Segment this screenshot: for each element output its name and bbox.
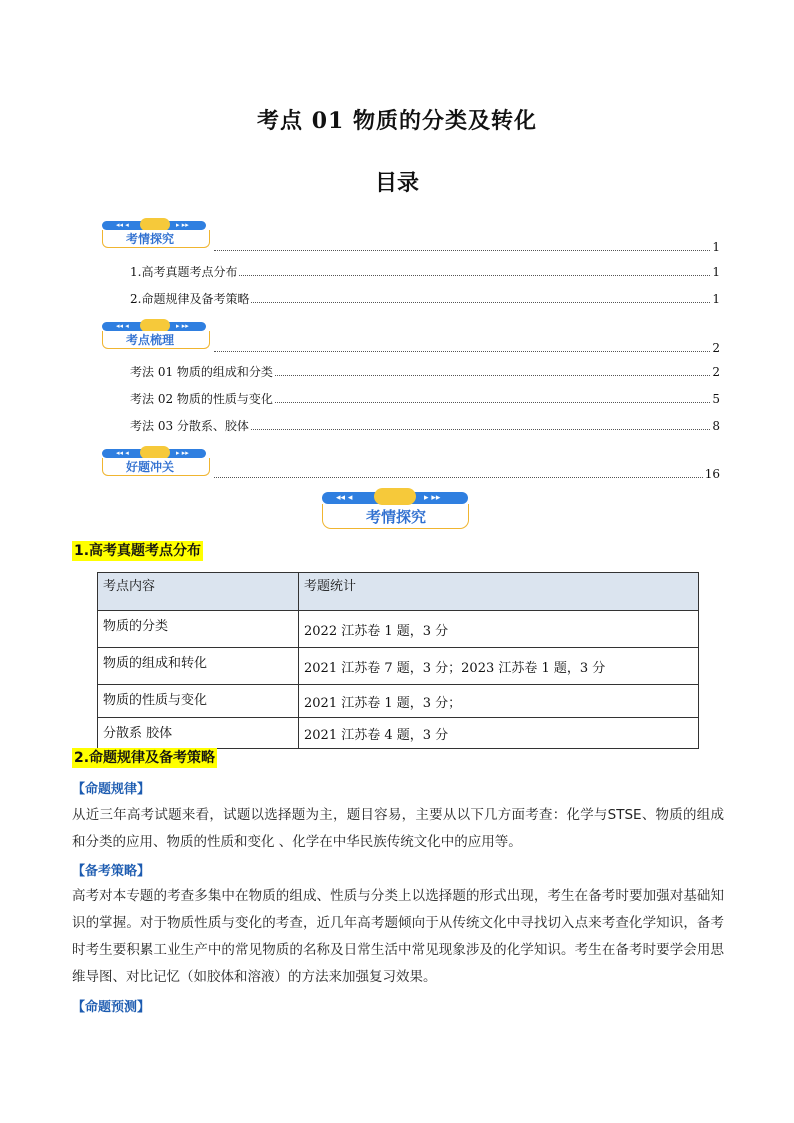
table-row — [98, 685, 699, 718]
double-arrow-icon: ▸ ▸▸ — [424, 493, 441, 503]
leader-dots — [251, 428, 710, 430]
leader-dots — [214, 350, 710, 352]
toc-badge-kaoqing[interactable] — [102, 221, 210, 249]
table-cell: 2021 江苏卷 4 题，3 分 — [299, 718, 699, 749]
toc-entry-label: 考法 02 物质的性质与变化 — [130, 392, 273, 406]
table-header-cell: 考点内容 — [98, 573, 299, 611]
toc-page-number: 1 — [712, 292, 720, 306]
predict-label: 【命题预测】 — [72, 1000, 151, 1015]
toc-entry[interactable] — [130, 365, 720, 379]
toc-page-number: 2 — [712, 365, 720, 379]
table-row — [98, 648, 699, 685]
toc-entry[interactable] — [130, 419, 720, 433]
table-cell: 2022 江苏卷 1 题，3 分 — [299, 611, 699, 648]
table-row — [98, 611, 699, 648]
table-cell: 2021 江苏卷 7 题，3 分；2023 江苏卷 1 题，3 分 — [299, 648, 699, 685]
toc-page-number: 1 — [712, 265, 720, 279]
strategy-paragraph: 高考对本专题的考查多集中在物质的组成、性质与分类上以选择题的形式出现，考生在备考时要加强对基础知识的掌握。对于物质性质与变化的考查，近几年高考题倾向于从传统文化中寻找切入点来考查化学知识，备考时考生要积累工业生产中的常见物质的名称及日常生活中常见现象涉及的化学知识。考生在备考时要学会用思维导图、对比记忆（如胶体和溶液）的方法来加强复习效果。 — [72, 888, 724, 985]
table-header-cell: 考题统计 — [299, 573, 699, 611]
toc-page-number: 1 — [712, 240, 720, 254]
section-badge — [322, 492, 470, 532]
page-title: 考点 01 物质的分类及转化 — [257, 108, 537, 134]
toc-entry-label: 1.高考真题考点分布 — [130, 265, 238, 279]
toc-badge-kaodian[interactable] — [102, 322, 210, 350]
toc-page-number: 8 — [712, 419, 720, 433]
toc-entry[interactable] — [130, 265, 720, 279]
toc-entry-label: 考法 03 分散系、胶体 — [130, 419, 249, 433]
leader-dots — [275, 401, 710, 403]
table-header-row — [98, 573, 699, 611]
exam-stats-table — [97, 572, 699, 749]
double-arrow-icon: ▸ ▸▸ — [176, 449, 189, 457]
rule-paragraph: 从近三年高考试题来看，试题以选择题为主，题目容易，主要从以下几方面考查：化学与STSE、物质的组成和分类的应用、物质的性质和变化 、化学在中华民族传统文化中的应用等。 — [72, 807, 724, 850]
double-arrow-icon: ▸ ▸▸ — [176, 322, 189, 330]
toc-badge-haoti[interactable] — [102, 449, 210, 477]
table-cell: 物质的组成和转化 — [98, 648, 299, 685]
toc-entry-label: 2.命题规律及备考策略 — [130, 292, 250, 306]
leader-dots — [214, 249, 710, 251]
strategy-label: 【备考策略】 — [72, 864, 151, 879]
toc-entry[interactable] — [130, 292, 720, 306]
badge-label: 好题冲关 — [126, 460, 175, 474]
table-row — [98, 718, 699, 749]
section-heading-strategy: 2.命题规律及备考策略 — [74, 750, 216, 766]
double-arrow-icon: ▸ ▸▸ — [176, 221, 189, 229]
table-cell: 物质的性质与变化 — [98, 685, 299, 718]
toc-page-number: 2 — [712, 341, 720, 355]
badge-label: 考情探究 — [365, 508, 426, 526]
badge-label: 考情探究 — [126, 232, 175, 246]
double-arrow-icon: ◂◂ ◂ — [116, 221, 129, 229]
table-cell: 2021 江苏卷 1 题，3 分； — [299, 685, 699, 718]
toc-entry[interactable] — [130, 392, 720, 406]
toc-entry-section-1[interactable] — [212, 240, 720, 254]
table-cell: 分散系 胶体 — [98, 718, 299, 749]
leader-dots — [251, 301, 710, 303]
section-heading-distribution: 1.高考真题考点分布 — [74, 543, 202, 559]
badge-oval — [374, 488, 416, 505]
table-cell: 物质的分类 — [98, 611, 299, 648]
toc-entry-section-2[interactable] — [212, 341, 720, 355]
toc-page-number: 5 — [712, 392, 720, 406]
toc-entry-label: 考法 01 物质的组成和分类 — [130, 365, 273, 379]
leader-dots — [275, 374, 710, 376]
toc-entry-section-3[interactable] — [212, 467, 720, 481]
toc-page-number: 16 — [704, 467, 720, 481]
leader-dots — [214, 476, 703, 478]
badge-label: 考点梳理 — [126, 333, 175, 347]
double-arrow-icon: ◂◂ ◂ — [116, 322, 129, 330]
toc-title: 目录 — [374, 171, 419, 196]
rule-label: 【命题规律】 — [72, 782, 151, 797]
leader-dots — [239, 274, 710, 276]
double-arrow-icon: ◂◂ ◂ — [336, 493, 353, 503]
double-arrow-icon: ◂◂ ◂ — [116, 449, 129, 457]
